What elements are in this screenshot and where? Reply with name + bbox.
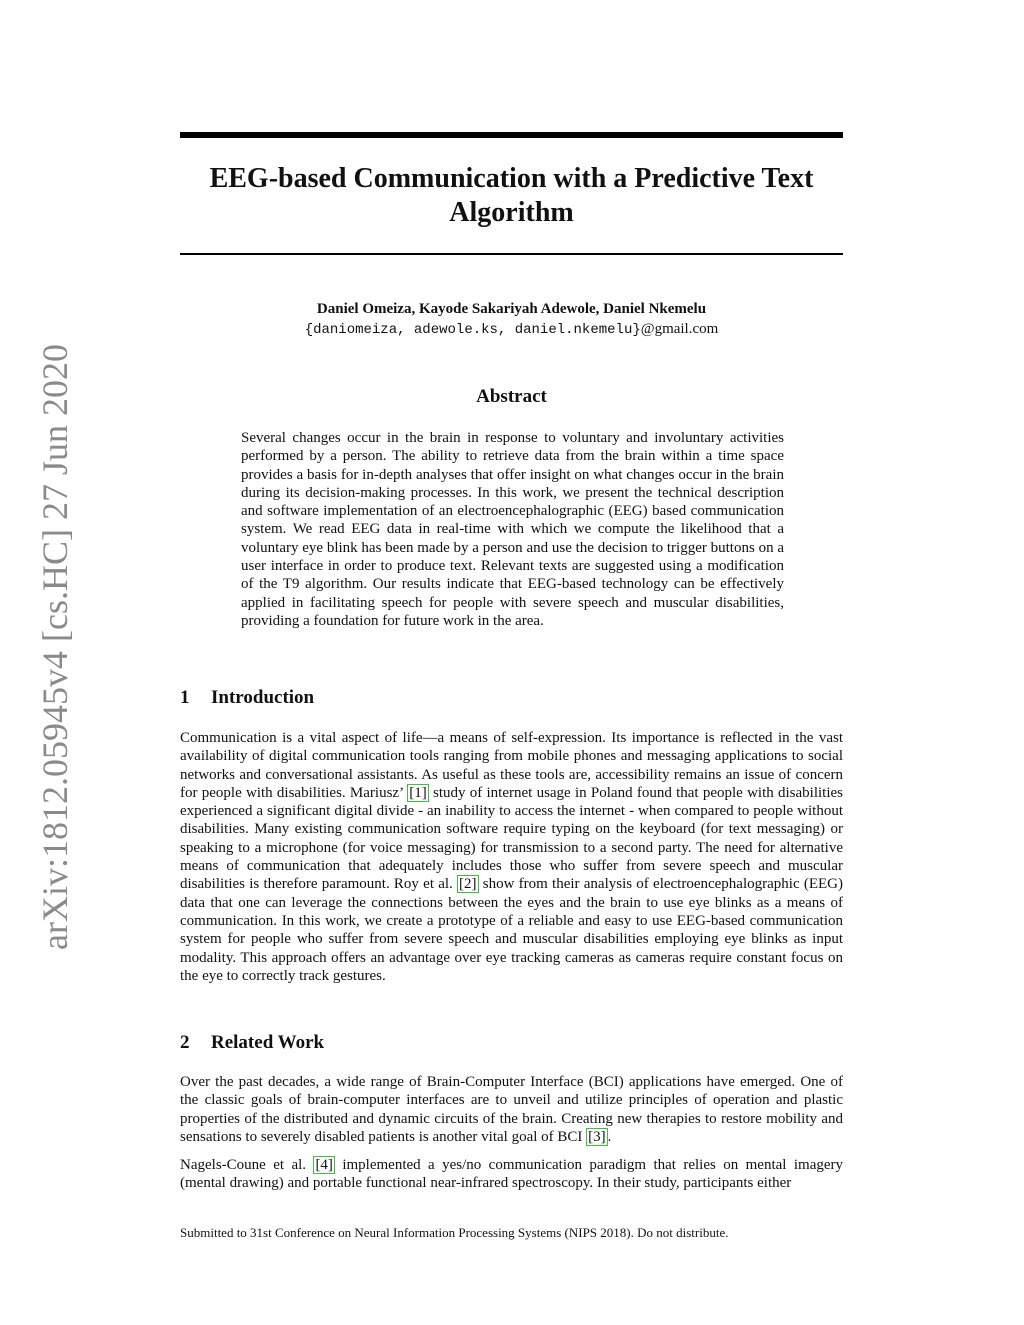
- paragraph-text: Nagels-Coune et al.: [180, 1157, 314, 1173]
- paragraph-text: Communication is a vital aspect of life—a means of self-expression. Its importance is reflected in the vast availability of digital communication tools ranging from mobile phones and messaging applications to social networks and conversational assistants. As useful as these tools are, accessibility remains an issue of concern for people with disabilities. Mariusz’: [180, 730, 843, 801]
- paragraph-text: show from their analysis of electroencephalographic (EEG) data that one can leverage the connections between the eyes and the brain to use eye blinks as a means of communication. In this work, we create a prototype of a reliable and easy to use EEG-based communication system for people who suffer from severe speech and muscular disabilities employing eye blinks as input modality. This approach offers an advantage over eye tracking cameras as cameras require constant focus on the eye to correctly track gestures.: [180, 876, 843, 984]
- abstract-text: Several changes occur in the brain in response to voluntary and involuntary activities performed by a person. The ability to retrieve data from the brain within a time space provides a basis for in-depth analyses that offer insight on what changes occur in the brain during its decision-making processes. In this work, we present the technical description and software implementation of an electroencephalographic (EEG) based communication system. We read EEG data in real-time with which we compute the likelihood that a voluntary eye blink has been made by a person and use the decision to trigger buttons on a user interface in order to produce text. Relevant texts are suggested using a modification of the T9 algorithm. Our results indicate that EEG-based technology can be effectively applied in facilitating speech for people with severe speech and muscular disabilities, providing a foundation for future work in the area.: [241, 430, 784, 629]
- title-bottom-rule: [180, 253, 843, 255]
- introduction-paragraph: [180, 729, 843, 985]
- paper-title: EEG-based Communication with a Predictive Text Algorithm: [209, 163, 814, 228]
- author-list: Daniel Omeiza, Kayode Sakariyah Adewole, Daniel Nkemelu: [316, 301, 707, 317]
- paragraph-text: .: [607, 1128, 612, 1145]
- section-heading-introduction: [180, 686, 314, 710]
- footer-note: Submitted to 31st Conference on Neural Information Processing Systems (NIPS 2018). Do not distribute.: [180, 1225, 729, 1240]
- related-work-paragraph-2: [180, 1156, 843, 1193]
- author-emails: [180, 320, 843, 340]
- arxiv-identifier: arXiv:1812.05945v4 [cs.HC] 27 Jun 2020: [35, 344, 75, 950]
- citation-link-2[interactable]: [2]: [459, 876, 477, 893]
- citation-link-1[interactable]: [1]: [409, 784, 427, 801]
- paragraph-text: Over the past decades, a wide range of Brain-Computer Interface (BCI) applications have emerged. One of the classic goals of brain-computer interfaces are to unveil and utilize principles of operation and plastic properties of the distributed and dynamic circuits of the brain. Creating new therapies to restore mobility and sensations to severely disabled patients is another vital goal of BCI: [180, 1074, 843, 1145]
- paragraph-text: study of internet usage in Poland found that people with disabilities experienced a significant digital divide - an inability to access the internet - when compared to people without disabilities. Many existing communication software require typing on the keyboard (for text messaging) or speaking to a microphone (for voice messaging) for transmission to a second party. The need for alternative means of communication that adequately includes those who suffer from severe speech and muscular disabilities is therefore paramount. Roy et al.: [180, 784, 843, 893]
- abstract-heading: Abstract: [476, 386, 547, 407]
- section-heading-related-work: [180, 1031, 324, 1055]
- email-handles: {daniomeiza, adewole.ks, daniel.nkemelu}: [304, 322, 641, 338]
- email-domain: @gmail.com: [640, 321, 719, 337]
- paragraph-text: implemented a yes/no communication paradigm that relies on mental imagery (mental drawing) and portable functional near-infrared spectroscopy. In their study, participants either: [180, 1157, 844, 1192]
- title-top-rule: [180, 132, 843, 138]
- section-number: 1: [180, 687, 190, 708]
- citation-link-3[interactable]: [3]: [588, 1128, 606, 1145]
- section-title: Related Work: [211, 1032, 325, 1053]
- citation-link-4[interactable]: [4]: [315, 1157, 333, 1173]
- section-number: 2: [180, 1032, 190, 1053]
- section-title: Introduction: [211, 687, 315, 708]
- related-work-paragraph-1: [180, 1073, 843, 1146]
